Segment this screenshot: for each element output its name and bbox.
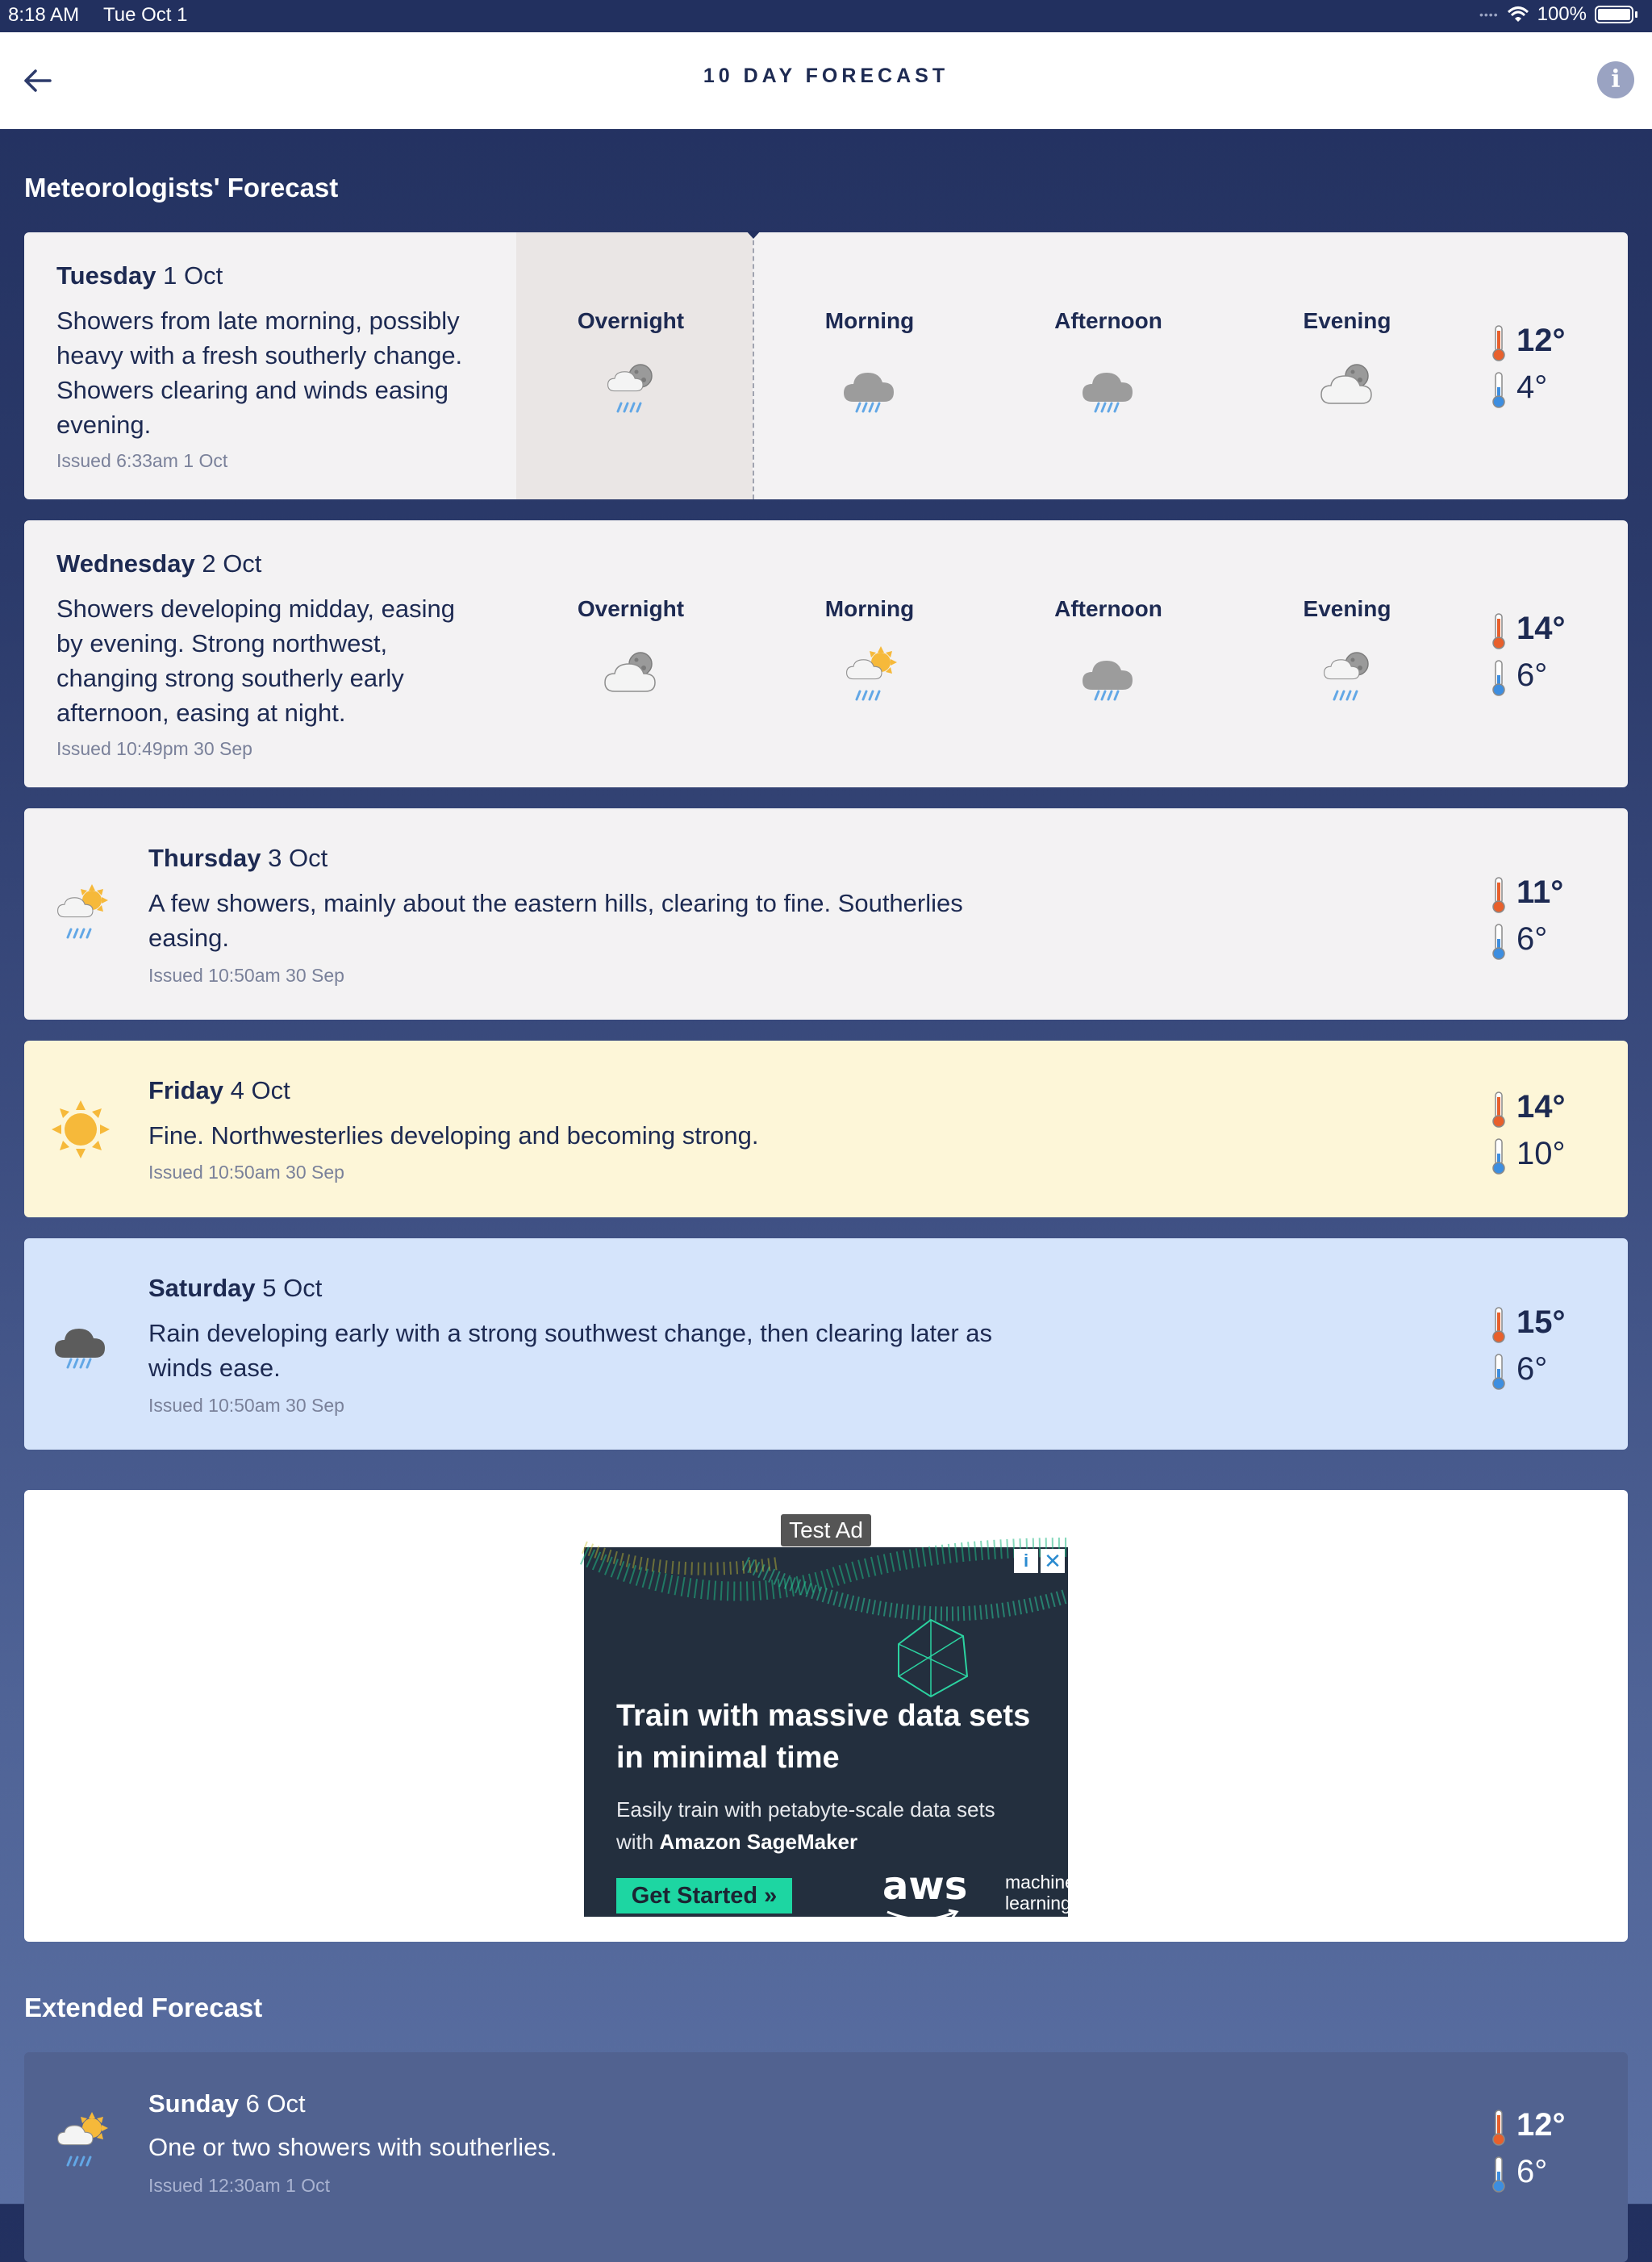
sun-icon [48,1097,113,1162]
rain-icon [48,1313,113,1377]
status-date: Tue Oct 1 [103,4,188,26]
day-name: Thursday [148,844,261,872]
aws-smile-icon [884,1909,962,1925]
thermometer-hot-icon [1491,612,1507,649]
period-label: Evening [1303,596,1391,621]
thermometer-cold-icon [1491,1137,1507,1175]
thermometer-cold-icon [1491,2156,1507,2193]
status-time: 8:18 AM [8,4,80,26]
max-temp: 14° [1516,611,1566,646]
temperature-range [1491,871,1596,965]
forecast-summary: A few showers, mainly about the eastern hills, clearing to fine. Southerlies easing. [148,889,963,952]
thermometer-cold-icon [1491,659,1507,696]
thermometer-cold-icon [1491,371,1507,408]
issued-time: Issued 10:50am 30 Sep [148,965,344,986]
period-label: Morning [824,596,915,621]
ad-brand: Amazon SageMaker [659,1830,858,1854]
day-date: 3 Oct [268,844,328,872]
thermometer-hot-icon [1491,1306,1507,1343]
showers-icon [1076,645,1141,709]
forecast-summary: Showers from late morning, possibly heavy with a fresh southerly change. Showers clearing and winds easing evening. [56,307,463,439]
period-label: Overnight [577,308,685,333]
day-date: 2 Oct [202,549,262,578]
showers-icon [837,357,902,421]
day-name: Wednesday [56,549,195,578]
now-marker-line [753,232,754,499]
night-cloudy-icon [599,645,663,709]
nav-bar [0,32,1652,129]
issued-time: Issued 10:50am 30 Sep [148,1395,344,1416]
thermometer-hot-icon [1491,324,1507,361]
night-cloudy-icon [1315,357,1379,421]
day-name: Sunday [148,2089,239,2118]
period-label: Evening [1303,308,1391,333]
day-name: Tuesday [56,261,156,290]
day-date: 1 Oct [163,261,223,290]
period-label: Afternoon [1054,308,1162,333]
min-temp: 6° [1516,657,1548,693]
day-date: 4 Oct [230,1076,290,1104]
ad-headline: Train with massive data sets in minimal time [616,1699,1031,1775]
day-name: Friday [148,1076,224,1104]
forecast-card-tuesday[interactable] [24,232,1628,499]
ad-subtext: Easily train with petabyte-scale data sets with Amazon SageMaker [616,1797,995,1854]
forecast-card-friday[interactable] [24,1041,1628,1217]
now-marker-notch [746,231,761,239]
signal-dots-icon: •••• [1479,8,1499,21]
forecast-card-wednesday[interactable] [24,520,1628,787]
adchoices-icon[interactable]: i [1014,1549,1038,1573]
night-showers-icon [599,357,663,421]
day-date: 6 Oct [245,2089,306,2118]
issued-time: Issued 12:30am 1 Oct [148,2175,331,2196]
forecast-summary: Showers developing midday, easing by evening. Strong northwest, changing strong southerly early afternoon, easing at night. [56,595,456,727]
sun-showers-icon [48,883,113,947]
temperature-range [1491,1301,1596,1395]
battery-icon [1595,6,1633,23]
max-temp: 14° [1516,1089,1566,1125]
sun-showers-icon [837,645,902,709]
forecast-card-thursday[interactable] [24,808,1628,1020]
ad-close-icon[interactable]: ✕ [1041,1549,1065,1573]
wifi-icon [1507,6,1529,23]
max-temp: 15° [1516,1304,1566,1340]
period-label: Overnight [577,596,685,621]
night-showers-icon [1315,645,1379,709]
battery-percent: 100% [1537,3,1587,25]
min-temp: 4° [1516,369,1548,405]
issued-time: Issued 10:50am 30 Sep [148,1162,344,1183]
temperature-range [1491,1086,1596,1179]
min-temp: 6° [1516,921,1548,957]
temperature-range [1491,607,1596,701]
page-title: 10 DAY FORECAST [703,65,949,87]
aws-ml-label: machine learning [1005,1872,1075,1914]
sun-showers-icon [48,2110,113,2175]
forecast-summary: Fine. Northwesterlies developing and becoming strong. [148,1121,759,1150]
ad-label: Test Ad [781,1514,871,1546]
section-title-meteorologists: Meteorologists' Forecast [24,173,339,202]
period-label: Morning [824,308,915,333]
status-bar [0,0,1652,32]
forecast-summary: One or two showers with southerlies. [148,2133,557,2161]
ad-get-started-button[interactable]: Get Started » [616,1878,792,1914]
min-temp: 10° [1516,1136,1566,1171]
section-title-extended: Extended Forecast [24,1993,263,2022]
thermometer-hot-icon [1491,1091,1507,1128]
period-label: Afternoon [1054,596,1162,621]
ad-background-graphic [584,1547,1068,1709]
issued-time: Issued 6:33am 1 Oct [56,450,228,471]
thermometer-hot-icon [1491,2109,1507,2146]
info-icon[interactable]: i [1597,61,1634,98]
max-temp: 11° [1516,874,1564,910]
day-name: Saturday [148,1274,256,1302]
forecast-card-saturday[interactable] [24,1238,1628,1450]
min-temp: 6° [1516,2154,1548,2189]
thermometer-cold-icon [1491,1353,1507,1390]
temperature-range [1491,2104,1596,2197]
max-temp: 12° [1516,323,1566,358]
temperature-range [1491,319,1596,413]
day-date: 5 Oct [262,1274,323,1302]
forecast-summary: Rain developing early with a strong southwest change, then clearing later as winds ease. [148,1319,993,1382]
showers-icon [1076,357,1141,421]
thermometer-cold-icon [1491,923,1507,960]
forecast-card-sunday[interactable] [24,2052,1628,2262]
issued-time: Issued 10:49pm 30 Sep [56,738,252,759]
thermometer-hot-icon [1491,876,1507,913]
min-temp: 6° [1516,1351,1548,1387]
max-temp: 12° [1516,2107,1566,2143]
aws-logo: aws [882,1863,968,1909]
ad-banner[interactable] [584,1547,1075,1917]
